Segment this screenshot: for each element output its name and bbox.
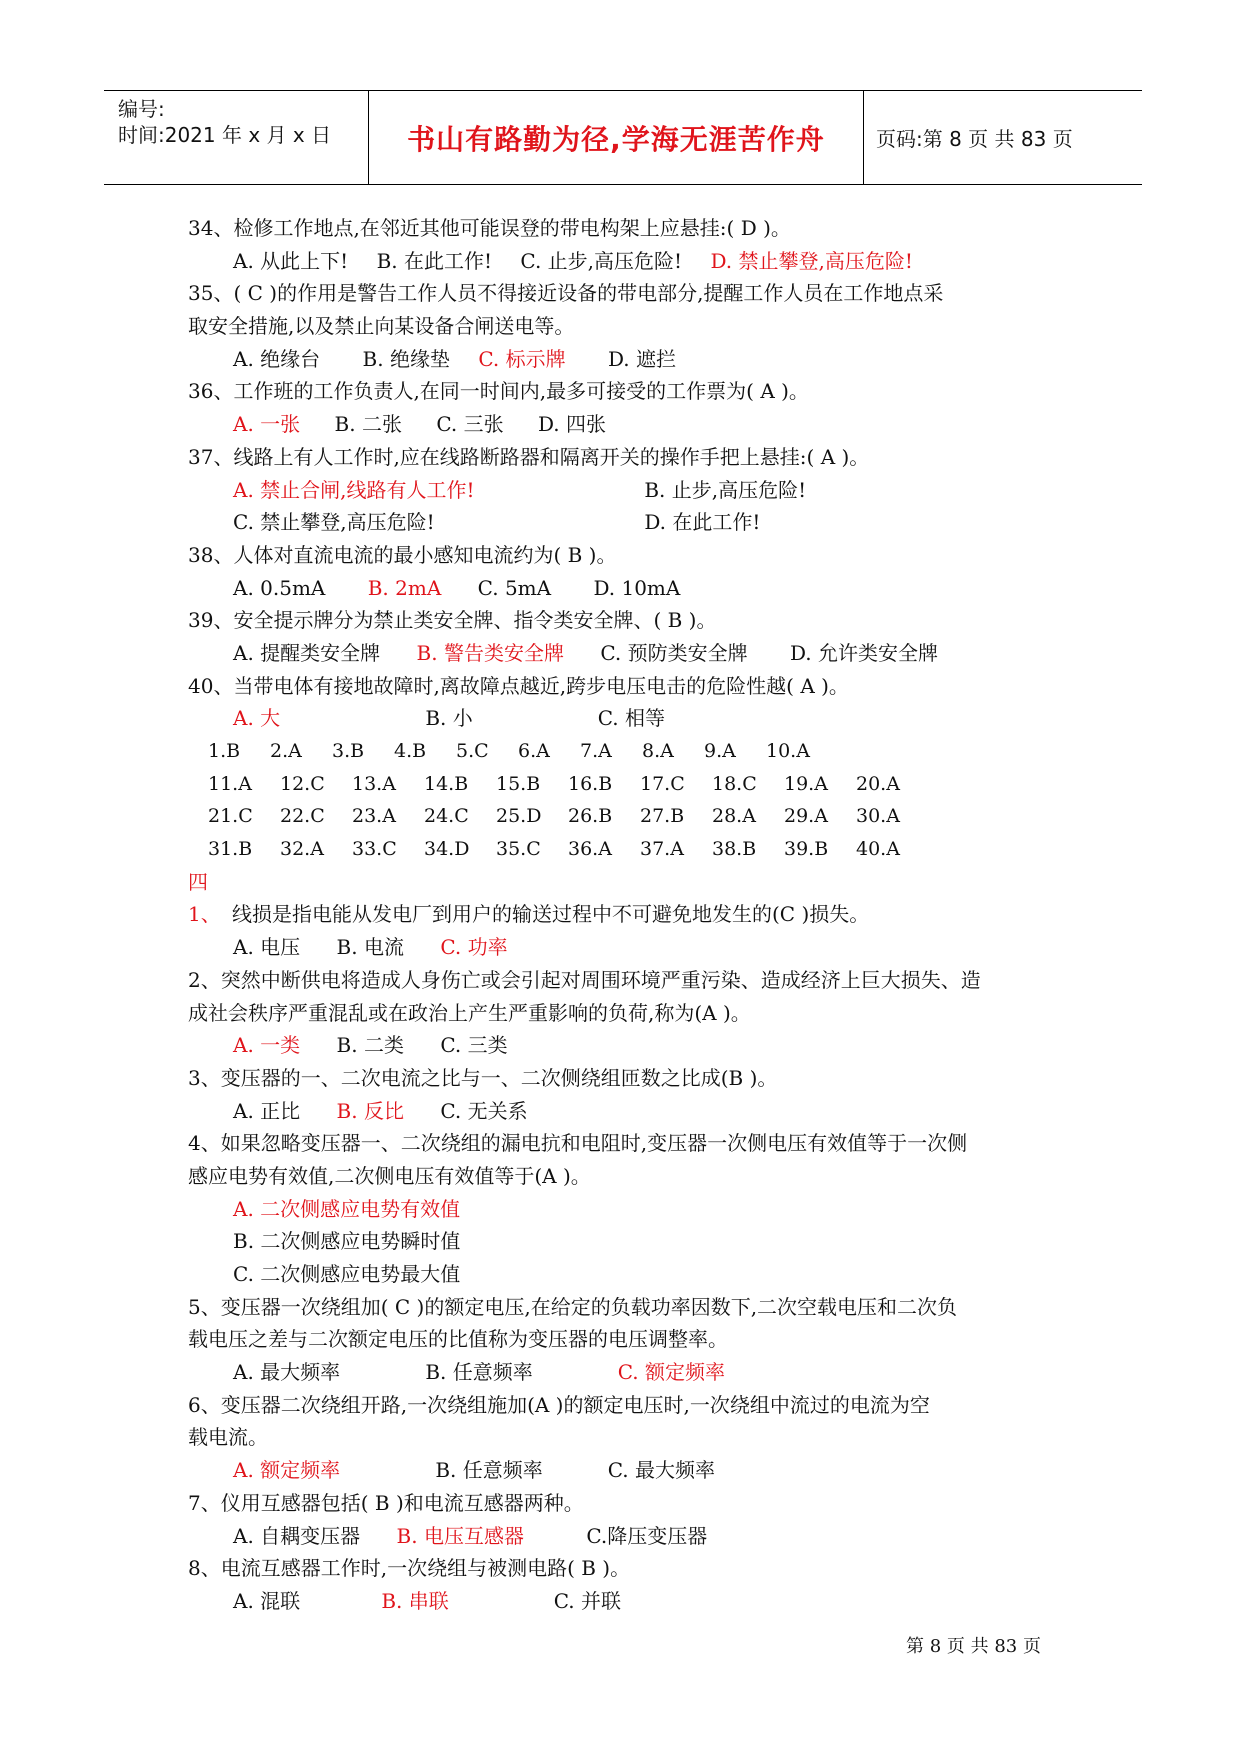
option: C. 最大频率 <box>607 1458 716 1483</box>
question-options <box>188 343 1068 376</box>
option: B. 任意频率 <box>435 1458 543 1483</box>
question-options <box>188 474 1068 507</box>
option: B. 小 <box>425 706 473 731</box>
question-options <box>188 408 1068 441</box>
answer-key-item: 5.C <box>456 740 489 762</box>
motto: 书山有路勤为径,学海无涯苦作舟 <box>407 122 825 156</box>
answer-key-item: 7.A <box>580 740 612 762</box>
question-options <box>188 245 1068 278</box>
option: A. 自耦变压器 <box>233 1523 361 1548</box>
option: A. 正比 <box>233 1098 301 1123</box>
option-correct: B. 反比 <box>336 1098 404 1123</box>
answer-key-item: 39.B <box>784 838 829 861</box>
question-options <box>188 506 1068 539</box>
option: B. 二类 <box>336 1033 404 1058</box>
header-middle-cell <box>369 91 864 184</box>
option: A. 电压 <box>233 935 301 960</box>
option: A. 提醒类安全牌 <box>233 640 381 665</box>
answer-key-item: 21.C <box>208 805 253 828</box>
option-correct: A. 一张 <box>233 412 301 437</box>
answer-key-row <box>208 735 1068 768</box>
answer-key-item: 33.C <box>352 838 397 861</box>
header-left-cell <box>104 91 369 184</box>
code-label: 编号: <box>118 97 165 121</box>
answer-key-item: 3.B <box>332 740 365 762</box>
page-header <box>104 90 1142 185</box>
answer-key-item: 18.C <box>712 772 757 795</box>
header-right-cell <box>864 91 1142 184</box>
section-title: 四 <box>188 869 208 894</box>
option-correct: A. 二次侧感应电势有效值 <box>233 1196 461 1221</box>
answer-key-item: 34.D <box>424 838 470 861</box>
question-text: 39、安全提示牌分为禁止类安全牌、指令类安全牌、( B )。 <box>188 608 717 633</box>
question-text: 35、( C )的作用是警告工作人员不得接近设备的带电部分,提醒工作人员在工作地点采 <box>188 281 944 306</box>
question-options <box>188 1520 1068 1553</box>
answer-key-item: 9.A <box>704 740 736 762</box>
option: C. 无关系 <box>440 1098 528 1123</box>
answer-key-item: 2.A <box>270 740 302 762</box>
question-options <box>188 1585 1068 1618</box>
answer-key-item: 8.A <box>642 740 674 762</box>
option: D. 在此工作! <box>644 510 761 535</box>
question-options <box>188 702 1068 735</box>
answer-key-item: 17.C <box>640 772 685 795</box>
option: C. 止步,高压危险! <box>520 248 683 273</box>
option-correct: C. 标示牌 <box>478 346 566 371</box>
option: A. 混联 <box>233 1588 301 1613</box>
answer-key-item: 6.A <box>518 740 550 762</box>
option-correct: B. 电压互感器 <box>396 1523 524 1548</box>
answer-key-item: 38.B <box>712 838 757 861</box>
time-label: 时间:2021 年 x 月 x 日 <box>118 123 332 147</box>
answer-key-item: 31.B <box>208 838 253 861</box>
option: B. 止步,高压危险! <box>644 477 807 502</box>
question-body: 线损是指电能从发电厂到用户的输送过程中不可避免地发生的(C )损失。 <box>232 902 870 927</box>
question-text: 36、工作班的工作负责人,在同一时间内,最多可接受的工作票为( A )。 <box>188 379 809 404</box>
option: C. 5mA <box>477 575 552 600</box>
question-options <box>188 572 1068 605</box>
option: B. 二张 <box>334 412 402 437</box>
question-text: 38、人体对直流电流的最小感知电流约为( B )。 <box>188 542 617 567</box>
option: D. 允许类安全牌 <box>789 640 939 665</box>
option: C. 预防类安全牌 <box>600 640 748 665</box>
answer-key-item: 14.B <box>424 772 469 795</box>
answer-key-item: 1.B <box>208 740 241 762</box>
option-correct: B. 2mA <box>367 575 442 600</box>
answer-key-item: 25.D <box>496 805 542 828</box>
question-text: 34、检修工作地点,在邻近其他可能误登的带电构架上应悬挂:( D )。 <box>188 216 791 240</box>
option: C. 三张 <box>436 412 504 437</box>
answer-key-item: 22.C <box>280 805 325 828</box>
answer-key-item: 28.A <box>712 805 756 828</box>
option-correct: C. 额定频率 <box>617 1360 726 1385</box>
option-correct: A. 大 <box>233 706 281 731</box>
answer-key-item: 12.C <box>280 772 325 795</box>
option: A. 从此上下! <box>233 248 349 273</box>
answer-key-item: 16.B <box>568 772 613 795</box>
answer-key-item: 20.A <box>856 772 900 795</box>
document-body <box>188 212 1068 1618</box>
option: C. 二次侧感应电势最大值 <box>233 1262 461 1286</box>
option: C.降压变压器 <box>586 1523 708 1548</box>
question-options <box>188 1029 1068 1062</box>
option-correct: D. 禁止攀登,高压危险! <box>710 248 913 273</box>
option: A. 0.5mA <box>233 575 326 600</box>
option: B. 绝缘垫 <box>362 346 450 371</box>
answer-key-row <box>208 833 1068 866</box>
question-options <box>188 637 1068 670</box>
answer-key-item: 26.B <box>568 805 613 828</box>
answer-key-item: 15.B <box>496 772 541 795</box>
option: D. 10mA <box>593 575 681 600</box>
question-text: 3、变压器的一、二次电流之比与一、二次侧绕组匝数之比成(B )。 <box>188 1065 778 1090</box>
page-label: 页码:第 8 页 共 83 页 <box>876 127 1073 151</box>
question-text: 5、变压器一次绕组加( C )的额定电压,在给定的负载功率因数下,二次空载电压和二次负 <box>188 1294 958 1319</box>
question-text-cont: 载电压之差与二次额定电压的比值称为变压器的电压调整率。 <box>188 1327 728 1352</box>
option: B. 任意频率 <box>425 1360 533 1385</box>
option: C. 三类 <box>440 1033 508 1058</box>
answer-key-item: 32.A <box>280 838 324 861</box>
question-text <box>188 898 1068 931</box>
option: B. 电流 <box>336 935 404 960</box>
option: A. 绝缘台 <box>233 346 321 371</box>
answer-key-item: 36.A <box>568 838 612 861</box>
answer-key-item: 13.A <box>352 772 396 795</box>
answer-key-item: 24.C <box>424 805 469 828</box>
answer-key-item: 30.A <box>856 805 900 828</box>
answer-key-row <box>208 768 1068 801</box>
question-text: 2、突然中断供电将造成人身伤亡或会引起对周围环境严重污染、造成经济上巨大损失、造 <box>188 967 981 992</box>
answer-key-item: 37.A <box>640 838 684 861</box>
question-options <box>188 1454 1068 1487</box>
question-number: 1、 <box>188 902 221 927</box>
answer-key-item: 40.A <box>856 838 900 861</box>
option: A. 最大频率 <box>233 1360 341 1385</box>
answer-key <box>188 735 1068 866</box>
option: B. 二次侧感应电势瞬时值 <box>233 1229 461 1254</box>
option: D. 四张 <box>537 412 607 437</box>
option: C. 并联 <box>553 1588 622 1613</box>
answer-key-item: 19.A <box>784 772 828 795</box>
question-text: 4、如果忽略变压器一、二次绕组的漏电抗和电阻时,变压器一次侧电压有效值等于一次侧 <box>188 1131 968 1156</box>
option-correct: C. 功率 <box>440 935 508 960</box>
question-text: 40、当带电体有接地故障时,离故障点越近,跨步电压电击的危险性越( A )。 <box>188 673 849 698</box>
option: B. 在此工作! <box>376 248 493 273</box>
answer-key-item: 4.B <box>394 740 427 762</box>
answer-key-item: 10.A <box>766 740 810 762</box>
option-correct: B. 串联 <box>381 1588 449 1613</box>
page-footer: 第 8 页 共 83 页 <box>906 1636 1041 1657</box>
answer-key-row <box>208 800 1068 833</box>
question-text: 7、仪用互感器包括( B )和电流互感器两种。 <box>188 1490 584 1515</box>
option: C. 相等 <box>597 706 666 731</box>
answer-key-item: 27.B <box>640 805 685 828</box>
question-text: 37、线路上有人工作时,应在线路断路器和隔离开关的操作手把上悬挂:( A )。 <box>188 444 870 469</box>
question-text-cont: 感应电势有效值,二次侧电压有效值等于(A )。 <box>188 1163 591 1188</box>
question-text: 8、电流互感器工作时,一次绕组与被测电路( B )。 <box>188 1556 631 1581</box>
answer-key-item: 11.A <box>208 772 252 795</box>
question-text-cont: 载电流。 <box>188 1425 268 1450</box>
answer-key-item: 35.C <box>496 838 541 861</box>
answer-key-item: 23.A <box>352 805 396 828</box>
question-options <box>188 1095 1068 1128</box>
option: C. 禁止攀登,高压危险! <box>233 510 435 535</box>
question-options <box>188 931 1068 964</box>
option-correct: A. 禁止合闸,线路有人工作! <box>233 477 475 502</box>
option-correct: A. 一类 <box>233 1033 301 1058</box>
option: D. 遮拦 <box>607 346 677 371</box>
question-text-cont: 成社会秩序严重混乱或在政治上产生严重影响的负荷,称为(A )。 <box>188 1000 751 1025</box>
question-options <box>188 1356 1068 1389</box>
question-text: 6、变压器二次绕组开路,一次绕组施加(A )的额定电压时,一次绕组中流过的电流为空 <box>188 1392 930 1417</box>
question-text-cont: 取安全措施,以及禁止向某设备合闸送电等。 <box>188 314 575 339</box>
option-correct: B. 警告类安全牌 <box>416 640 564 665</box>
answer-key-item: 29.A <box>784 805 828 828</box>
option-correct: A. 额定频率 <box>233 1458 341 1483</box>
